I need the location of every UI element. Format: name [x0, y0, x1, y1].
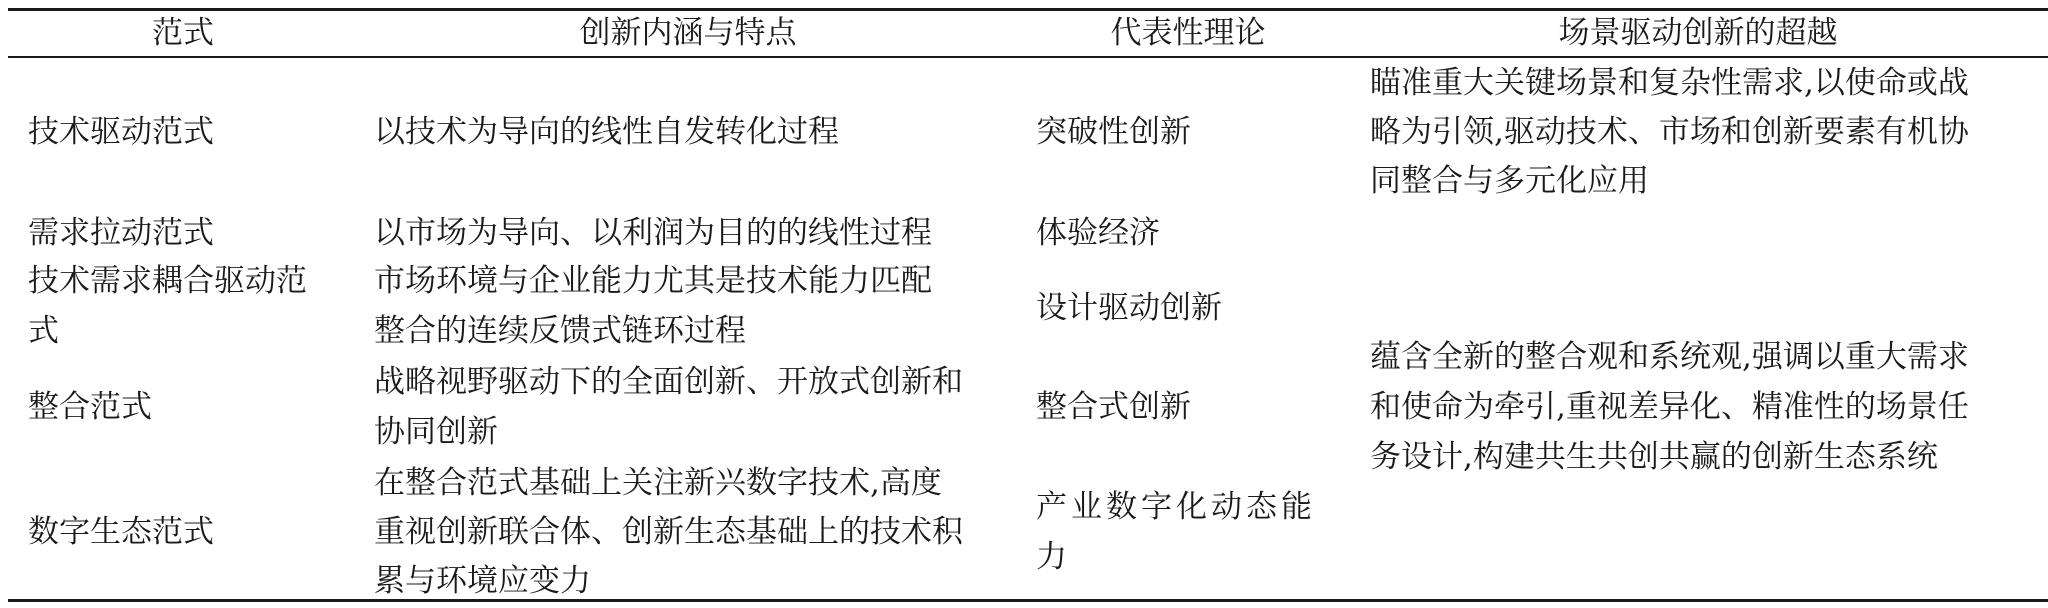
row1-features-line1: 以技术为导向的线性自发转化过程 — [374, 114, 839, 150]
row5-paradigm: 数字生态范式 — [28, 514, 214, 550]
header-theory: 代表性理论 — [1110, 15, 1266, 51]
row2-paradigm: 需求拉动范式 — [28, 215, 214, 251]
comparison-table — [8, 0, 2048, 608]
row3-paradigm-line1: 技术需求耦合驱动范 — [28, 263, 307, 299]
row1-theory: 突破性创新 — [1036, 114, 1191, 150]
row3-features-line2: 整合的连续反馈式链环过程 — [374, 313, 746, 349]
header-beyond: 场景驱动创新的超越 — [1558, 15, 1838, 51]
row5-features-line1: 在整合范式基础上关注新兴数字技术,高度 — [374, 465, 942, 501]
table-top-rule — [8, 8, 2048, 11]
row5-features-line3: 累与环境应变力 — [374, 563, 591, 599]
row4-paradigm: 整合范式 — [28, 389, 152, 425]
row2-features-line1: 以市场为导向、以利润为目的的线性过程 — [374, 215, 932, 251]
row5-theory-line2: 力 — [1036, 539, 1067, 575]
beyond-1-line3: 同整合与多元化应用 — [1370, 163, 1649, 199]
beyond-2-line3: 务设计,构建共生共创共赢的创新生态系统 — [1370, 439, 1938, 475]
row4-features-line1: 战略视野驱动下的全面创新、开放式创新和 — [374, 364, 963, 400]
row1-paradigm: 技术驱动范式 — [28, 114, 214, 150]
row2-theory: 体验经济 — [1036, 215, 1160, 251]
row5-features-line2: 重视创新联合体、创新生态基础上的技术积 — [374, 514, 963, 550]
beyond-1-line2: 略为引领,驱动技术、市场和创新要素有机协 — [1370, 114, 1969, 150]
row3-features-line1: 市场环境与企业能力尤其是技术能力匹配 — [374, 263, 932, 299]
beyond-2-line1: 蕴含全新的整合观和系统观,强调以重大需求 — [1370, 339, 1969, 375]
header-paradigm: 范式 — [152, 15, 214, 51]
row3-paradigm-line2: 式 — [28, 313, 59, 349]
row4-features-line2: 协同创新 — [374, 414, 498, 450]
row4-theory: 整合式创新 — [1036, 389, 1191, 425]
beyond-2-line2: 和使命为牵引,重视差异化、精准性的场景任 — [1370, 389, 1969, 425]
beyond-1-line1: 瞄准重大关键场景和复杂性需求,以使命或战 — [1370, 65, 1969, 101]
row5-theory-line1: 产业数字化动态能 — [1036, 489, 1316, 525]
table-bottom-rule — [8, 599, 2048, 602]
header-features: 创新内涵与特点 — [579, 15, 797, 51]
row3-theory: 设计驱动创新 — [1036, 290, 1222, 326]
